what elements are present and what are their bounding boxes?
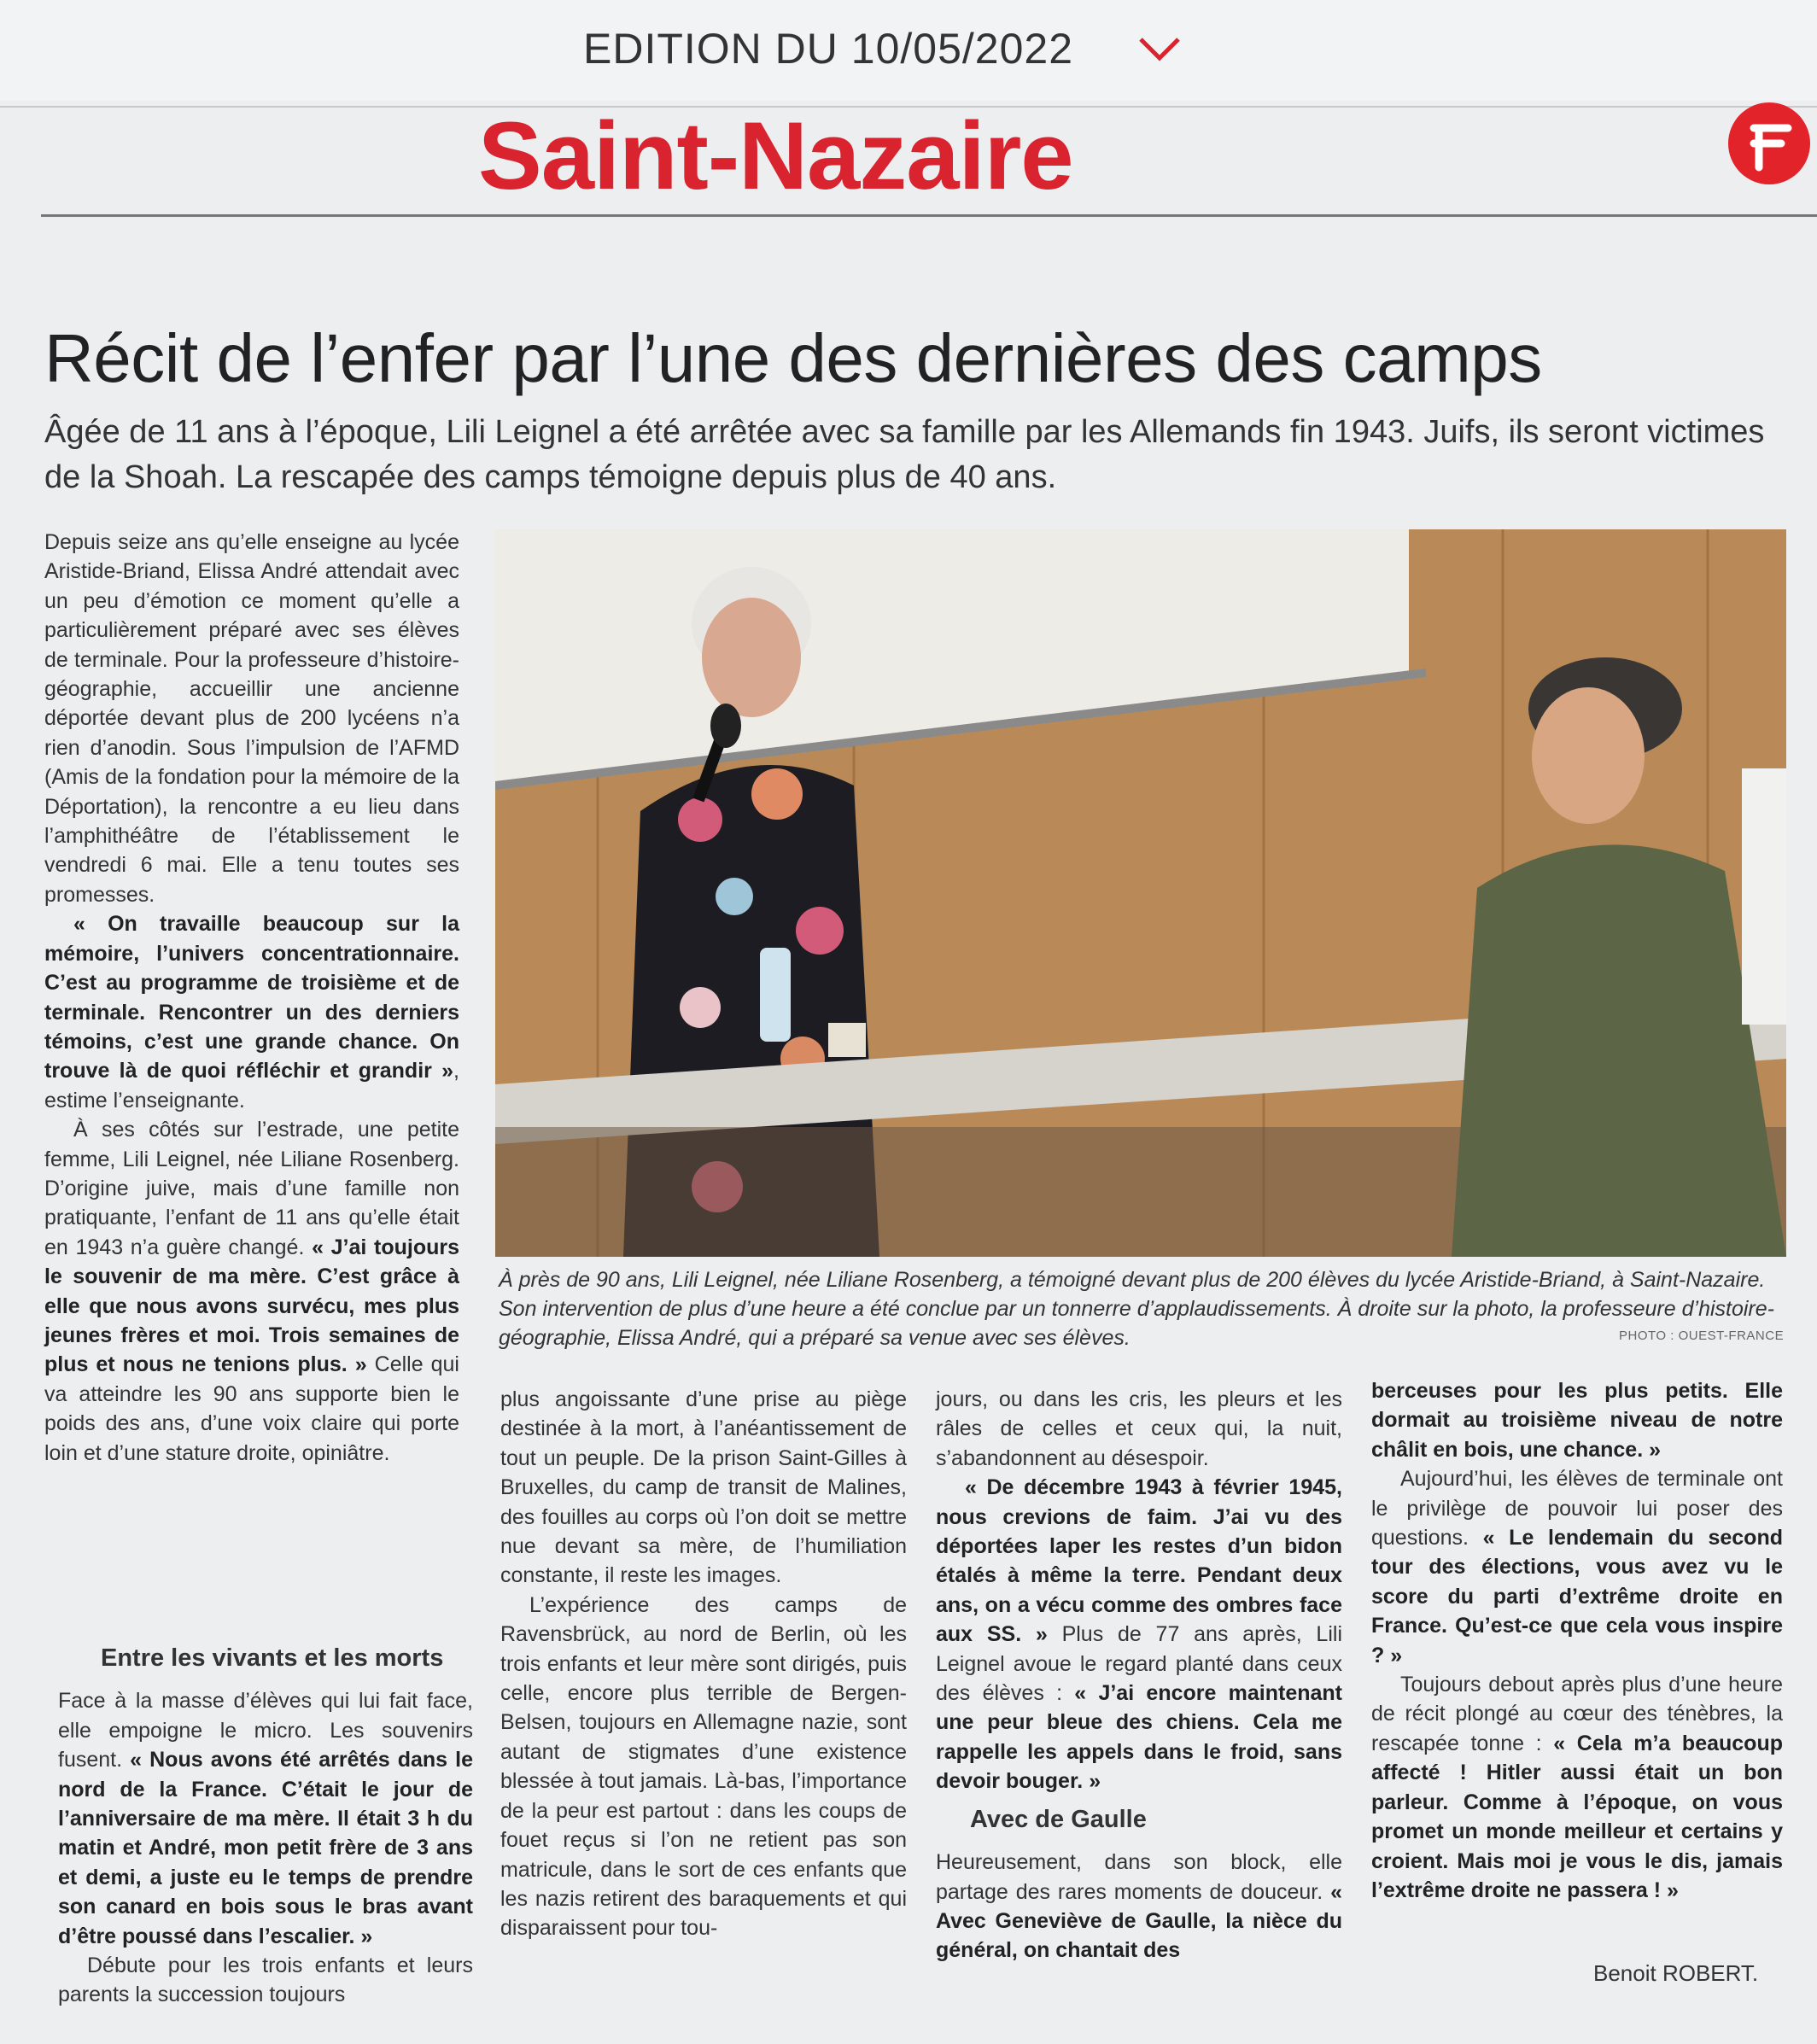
paragraph (936, 1848, 1342, 1965)
paragraph-text: L’expérience des camps de Ravensbrück, au nord de Berlin, où les trois enfants et leur mère sont dirigés, puis celle, encore plus terrible de Bergen-Belsen, toujours en Allemagne nazie, sont autant de stigmates d’une existence blessée à tout jamais. Là-bas, l’importance de la peur est partout : dans les coups de fouet reçus si l’on ne retient pas son matricule, dans le sort de ces enfants que les nazis retirent des baraquements et qui disparaissent pour tou- (500, 1592, 907, 1941)
quote-text: « On travaille beaucoup sur la mémoire, l’univers concentrationnaire. C’est au programme de troisième et de terminale. Rencontrer un des derniers témoins, c’est une grande chance. On trouve là de quoi réfléchir et grandir » (44, 912, 459, 1083)
paragraph-text: plus angoissante d’une prise au piège destinée à la mort, à l’anéantissement de tout un peuple. De la prison Saint-Gilles à Bruxelles, du camp de transit de Malines, des fouilles au corps où l’on doit se mettre nue devant sa mère, de l’humiliation constante, il reste les images. (500, 1387, 907, 1588)
water-bottle (760, 948, 791, 1042)
quote-text: « J’ai encore maintenant une peur bleue des chiens. Cela me rappelle les appels dans le froid, sans devoir bouger. » (936, 1681, 1342, 1794)
paragraph (936, 1385, 1342, 1473)
photo-caption: À près de 90 ans, Lili Leignel, née Liliane Rosenberg, a témoigné devant plus de 200 élèves du lycée Aristide-Briand, à Saint-Nazaire. Son intervention de plus d’une heure a été conclue par un tonnerre d’applaudissements. À droite sur la photo, la professeure d’histoire-géographie, Elissa André, qui a préparé sa venue avec ses élèves. (499, 1268, 1774, 1350)
paragraph (44, 528, 459, 909)
subheading: Entre les vivants et les morts (101, 1644, 444, 1672)
article-column-3 (936, 1385, 1342, 1965)
article-photo (495, 529, 1786, 1257)
subheading: Avec de Gaulle (970, 1805, 1147, 1833)
quote-text: « Le lendemain du second tour des élections, vous avez vu le score du parti d’extrême droite en France. Qu’est-ce que cela vous inspire ? » (1371, 1526, 1783, 1667)
photo-credit: PHOTO : OUEST-FRANCE (1619, 1329, 1785, 1343)
quote-text: « De décembre 1943 à février 1945, nous crevions de faim. J’ai vu des déportées laper les restes d’un bidon étalés à même la terre. Pendant deux ans, on a vécu comme des ombres face aux SS. » (936, 1475, 1342, 1647)
paragraph (1371, 1464, 1783, 1670)
paragraph-text: jours, ou dans les cris, les pleurs et les râles de celles et ceux qui, la nuit, s’abandonnent au désespoir. (936, 1387, 1342, 1470)
quote-text: « Avec Geneviève de Gaulle, la nièce du général, on chantait des (936, 1879, 1342, 1963)
article-column-2 (500, 1385, 907, 1943)
article-column-1 (44, 528, 459, 1468)
paragraph (44, 1115, 459, 1468)
paragraph-text: Heureusement, dans son block, elle partage des rares moments de douceur. (936, 1850, 1342, 1904)
paragraph-text: Face à la masse d’élèves qui lui fait face, elle empoigne le micro. Les souvenirs fusent. (58, 1689, 473, 1772)
paragraph-text: Celle qui va atteindre les 90 ans supporte bien le poids des ans, d’une voix claire qui porte loin et d’une stature droite, opiniâtre. (44, 1352, 459, 1465)
ouest-france-logo-icon (1728, 102, 1810, 184)
paragraph (58, 1951, 473, 2010)
article-headline: Récit de l’enfer par l’une des dernières des camps (44, 320, 1542, 396)
article-column-1-continued (58, 1635, 473, 2010)
edition-date-label[interactable]: EDITION DU 10/05/2022 (582, 25, 1074, 73)
chevron-down-icon[interactable] (1136, 31, 1183, 65)
paragraph-text: Débute pour les trois enfants et leurs parents la succession toujours (58, 1953, 473, 2007)
section-title: Saint-Nazaire (478, 102, 1073, 209)
paragraph-text: Depuis seize ans qu’elle enseigne au lycée Aristide-Briand, Elissa André attendait avec un peu d’émotion ce moment qu’elle a particulièrement préparé avec ses élèves de terminale. Pour la professeure d’histoire-géographie, accueillir une ancienne déportée devant plus de 200 lycéens n’a rien d’anodin. Sous l’impulsion de l’AFMD (Amis de la fondation pour la mémoire de la Déportation), la rencontre a eu lieu dans l’amphithéâtre de l’établissement le vendredi 6 mai. Elle a tenu toutes ses promesses. (44, 530, 459, 907)
quote-text: « Nous avons été arrêtés dans le nord de la France. C’était le jour de l’anniversaire de ma mère. Il était 3 h du matin et André, mon petit frère de 3 ans et demi, a juste eu le temps de prendre son canard en bois sous le bras avant d’être poussé dans l’escalier. » (58, 1748, 474, 1948)
section-divider (41, 214, 1817, 217)
paragraph (936, 1473, 1342, 1796)
paragraph-text: , estime l’enseignante. (44, 1059, 459, 1113)
paragraph-text: Aujourd’hui, les élèves de terminale ont le privilège de pouvoir lui poser des questions. (1371, 1467, 1783, 1551)
article-author: Benoit ROBERT. (1593, 1960, 1759, 1986)
paragraph-text: Toujours debout après plus d’une heure de récit plongé au cœur des ténèbres, la rescapée tonne : (1371, 1673, 1783, 1755)
quote-text: « Cela m’a beaucoup affecté ! Hitler aussi était un bon parleur. Comme à l’époque, on vous promet un monde meilleur et certains y croient. Mais moi je vous le dis, jamais l’extrême droite ne passera ! » (1371, 1731, 1783, 1902)
paragraph (500, 1385, 907, 1591)
paragraph-text: À ses côtés sur l’estrade, une petite femme, Lili Leignel, née Liliane Rosenberg. D’origine juive, mais d’une famille non pratiquante, l’enfant de 11 ans qu’elle était en 1943 n’a guère changé. (44, 1118, 459, 1259)
quote-text: berceuses pour les plus petits. Elle dormait au troisième niveau de notre châlit en bois, une chance. » (1371, 1379, 1783, 1462)
paragraph (58, 1686, 473, 1951)
article-standfirst: Âgée de 11 ans à l’époque, Lili Leignel a été arrêtée avec sa famille par les Allemands fin 1943. Juifs, ils seront victimes de la Shoah. La rescapée des camps témoigne depuis plus de 40 ans. (44, 414, 1765, 495)
paragraph (1371, 1670, 1783, 1905)
quote-text: « J’ai toujours le souvenir de ma mère. C’est grâce à elle que nous avons survécu, mes plus jeunes frères et moi. Trois semaines de plus et nous ne tenions plus. » (44, 1235, 460, 1377)
paragraph (500, 1591, 907, 1943)
article-column-4 (1371, 1376, 1783, 1905)
paragraph (1371, 1376, 1783, 1464)
paragraph (44, 909, 459, 1115)
paragraph-text: Plus de 77 ans après, Lili Leignel avoue le regard planté dans ceux des élèves : (936, 1622, 1343, 1706)
